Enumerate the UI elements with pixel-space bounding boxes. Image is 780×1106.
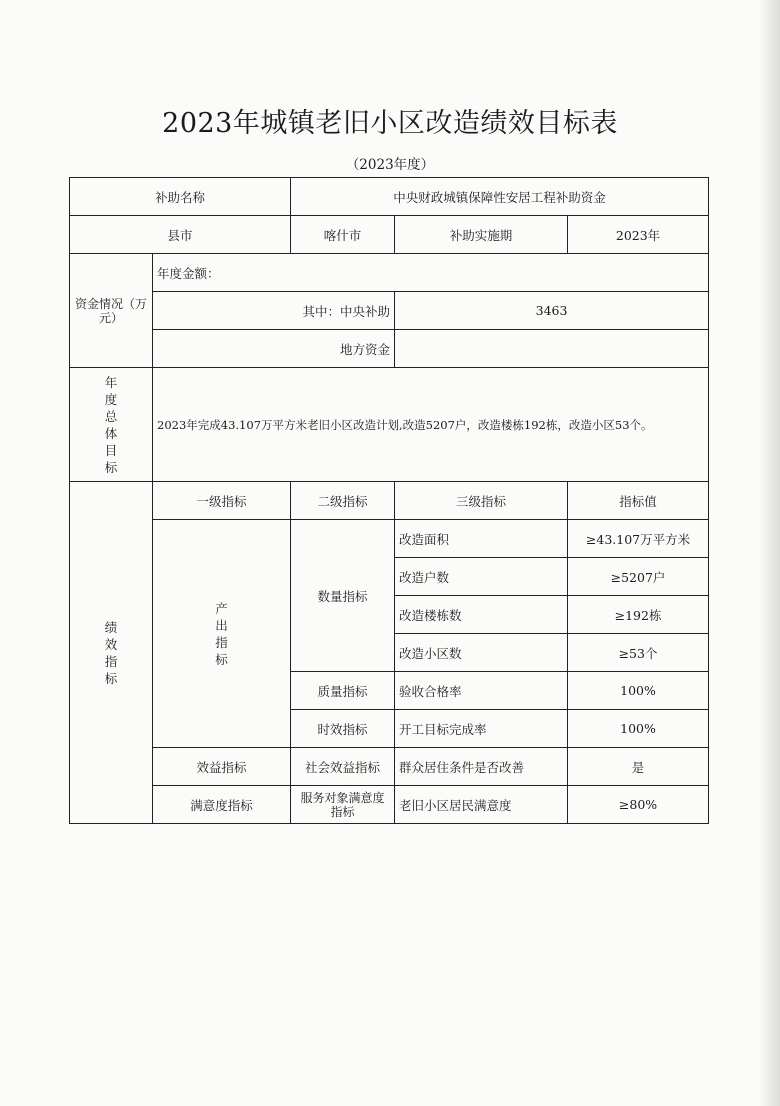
perf-label-char: 指 [104, 653, 118, 669]
indicator-value: 100% [568, 672, 709, 710]
header-level1: 一级指标 [153, 482, 291, 520]
header-value: 指标值 [568, 482, 709, 520]
indicator-value: 是 [568, 748, 709, 786]
county-value: 喀什市 [291, 216, 395, 254]
perf-label-char: 绩 [104, 619, 118, 635]
row-annual-amount [70, 254, 709, 292]
quality-indicator-label: 质量指标 [291, 672, 395, 710]
indicator-value: ≥80% [568, 786, 709, 824]
quantity-indicator-label: 数量指标 [291, 520, 395, 672]
row-subsidy-name [70, 178, 709, 216]
indicator-value: ≥53个 [568, 634, 709, 672]
row-local-funds [70, 330, 709, 368]
indicator-name: 群众居住条件是否改善 [395, 748, 568, 786]
table-row [70, 748, 709, 786]
indicator-name: 改造户数 [395, 558, 568, 596]
goal-label-char: 目 [104, 442, 118, 458]
service-satisfaction-label: 服务对象满意度指标 [291, 786, 395, 824]
annual-goal-label [70, 368, 153, 482]
goal-label-char: 总 [104, 408, 118, 424]
performance-target-table [69, 177, 709, 824]
output-label-char: 标 [215, 651, 228, 667]
county-label: 县市 [70, 216, 291, 254]
central-subsidy-label: 其中：中央补助 [153, 292, 395, 330]
indicator-name: 改造小区数 [395, 634, 568, 672]
timeliness-indicator-label: 时效指标 [291, 710, 395, 748]
goal-label-char: 度 [104, 391, 118, 407]
table-row [70, 786, 709, 824]
indicator-value: 100% [568, 710, 709, 748]
satisfaction-indicator-label: 满意度指标 [153, 786, 291, 824]
output-label-char: 指 [215, 634, 228, 650]
perf-indicator-label [70, 482, 153, 824]
annual-amount-label: 年度金额： [153, 254, 709, 292]
page-title: 2023年城镇老旧小区改造绩效目标表 [162, 108, 618, 139]
row-central-subsidy [70, 292, 709, 330]
output-label-char: 产 [215, 600, 228, 616]
indicator-value: ≥192栋 [568, 596, 709, 634]
indicator-name: 验收合格率 [395, 672, 568, 710]
local-funds-label: 地方资金 [153, 330, 395, 368]
social-benefit-label: 社会效益指标 [291, 748, 395, 786]
indicator-name: 改造楼栋数 [395, 596, 568, 634]
funds-label: 资金情况（万元） [70, 254, 153, 368]
indicator-name: 开工目标完成率 [395, 710, 568, 748]
header-level2: 二级指标 [291, 482, 395, 520]
row-county [70, 216, 709, 254]
table-row [70, 520, 709, 558]
goal-label-char: 体 [104, 425, 118, 441]
annual-goal-text: 2023年完成43.107万平方米老旧小区改造计划,改造5207户，改造楼栋192栋，改造小区53个。 [153, 368, 709, 482]
benefit-indicator-label: 效益指标 [153, 748, 291, 786]
central-subsidy-value: 3463 [395, 292, 709, 330]
indicator-name: 改造面积 [395, 520, 568, 558]
perf-label-char: 效 [104, 636, 118, 652]
period-label: 补助实施期 [395, 216, 568, 254]
local-funds-value [395, 330, 709, 368]
subsidy-name-label: 补助名称 [70, 178, 291, 216]
goal-label-char: 标 [104, 459, 118, 475]
subsidy-name-value: 中央财政城镇保障性安居工程补助资金 [291, 178, 709, 216]
goal-label-char: 年 [104, 374, 118, 390]
period-value: 2023年 [568, 216, 709, 254]
row-annual-goal [70, 368, 709, 482]
output-indicator-label [153, 520, 291, 748]
page-subtitle: （2023年度） [345, 157, 435, 173]
row-perf-header [70, 482, 709, 520]
indicator-value: ≥5207户 [568, 558, 709, 596]
indicator-name: 老旧小区居民满意度 [395, 786, 568, 824]
indicator-value: ≥43.107万平方米 [568, 520, 709, 558]
output-label-char: 出 [215, 617, 228, 633]
perf-label-char: 标 [104, 670, 118, 686]
header-level3: 三级指标 [395, 482, 568, 520]
